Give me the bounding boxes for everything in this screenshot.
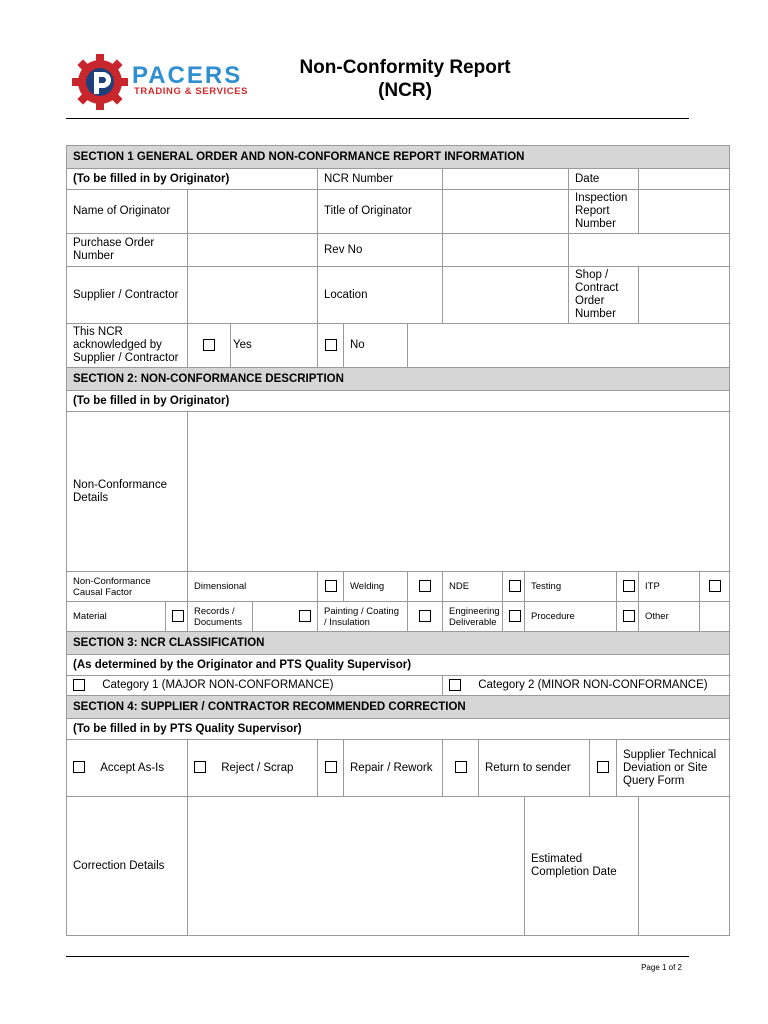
category2-option[interactable] [443,676,730,696]
cause-testing-checkbox[interactable] [617,572,639,602]
cause-engineering-checkbox[interactable] [503,602,525,632]
supplier-contractor-label: Supplier / Contractor [67,267,188,324]
cause-dimensional-label: Dimensional [188,572,318,602]
estimated-completion-field[interactable] [639,797,730,936]
ncr-number-label: NCR Number [318,169,443,190]
title-of-originator-label: Title of Originator [318,190,443,234]
cause-procedure-checkbox[interactable] [617,602,639,632]
date-label: Date [569,169,639,190]
checkbox-icon [325,580,337,592]
section3-determined-by: (As determined by the Originator and PTS Quality Supervisor) [67,655,730,676]
cause-painting-label: Painting / Coating / Insulation [318,602,408,632]
option-accept-as-is[interactable] [67,740,188,797]
cause-material-label: Material [67,602,166,632]
logo-wordmark: PACERS [132,62,243,89]
ncr-number-field[interactable] [443,169,569,190]
logo-tagline: TRADING & SERVICES [134,86,249,97]
correction-details-field[interactable] [188,797,525,936]
return-to-sender-label: Return to sender [479,740,590,797]
date-field[interactable] [639,169,730,190]
title-of-originator-field[interactable] [443,190,569,234]
cause-engineering-label: Engineering Deliverable [443,602,503,632]
checkbox-icon[interactable] [73,761,85,773]
checkbox-icon [597,761,609,773]
checkbox-icon[interactable] [449,679,461,691]
shop-contract-order-number-label: Shop / Contract Order Number [569,267,639,324]
checkbox-icon [623,610,635,622]
blank-cell [569,234,730,267]
title-line-2: (NCR) [378,80,432,101]
cause-other-label: Other [639,602,700,632]
checkbox-icon [419,580,431,592]
repair-rework-checkbox[interactable] [318,740,344,797]
section4-filled-by: (To be filled in by PTS Quality Supervisor) [67,719,730,740]
non-conformance-details-field[interactable] [188,412,730,572]
cause-itp-checkbox[interactable] [700,572,730,602]
rev-no-label: Rev No [318,234,443,267]
non-conformance-details-label: Non-Conformance Details [67,412,188,572]
shop-contract-order-number-field[interactable] [639,267,730,324]
checkbox-icon [509,610,521,622]
repair-rework-label: Repair / Rework [344,740,443,797]
section4-heading: SECTION 4: SUPPLIER / CONTRACTOR RECOMMENDED CORRECTION [67,696,730,719]
supplier-deviation-label: Supplier Technical Deviation or Site Query Form [617,740,730,797]
cause-nde-checkbox[interactable] [503,572,525,602]
name-of-originator-field[interactable] [188,190,318,234]
page-number: Page 1 of 2 [641,963,682,972]
checkbox-icon[interactable] [194,761,206,773]
company-logo [70,52,260,112]
cause-welding-checkbox[interactable] [408,572,443,602]
yes-label: Yes [231,324,318,368]
cause-records-checkbox[interactable] [253,602,318,632]
cause-painting-checkbox[interactable] [408,602,443,632]
acknowledged-label: This NCR acknowledged by Supplier / Contractor [67,324,188,368]
cause-welding-label: Welding [344,572,408,602]
title-line-1: Non-Conformity Report [299,57,511,78]
cause-procedure-label: Procedure [525,602,617,632]
cause-other-field[interactable] [700,602,730,632]
category2-label: Category 2 (MINOR NON-CONFORMANCE) [478,679,708,692]
purchase-order-number-field[interactable] [188,234,318,267]
causal-factor-label: Non-Conformance Causal Factor [67,572,188,602]
checkbox-icon [172,610,184,622]
checkbox-icon [509,580,521,592]
checkbox-icon [709,580,721,592]
checkbox-icon [203,339,215,351]
location-label: Location [318,267,443,324]
correction-details-label: Correction Details [67,797,188,936]
ncr-form [66,145,730,936]
section1-heading: SECTION 1 GENERAL ORDER AND NON-CONFORMANCE REPORT INFORMATION [67,146,730,169]
acknowledged-yes-checkbox[interactable] [188,324,231,368]
inspection-report-number-label: Inspection Report Number [569,190,639,234]
supplier-deviation-checkbox[interactable] [590,740,617,797]
page-title [250,56,560,102]
location-field[interactable] [443,267,569,324]
purchase-order-number-label: Purchase Order Number [67,234,188,267]
return-to-sender-checkbox[interactable] [443,740,479,797]
category1-option[interactable] [67,676,443,696]
gear-logo-icon [70,52,130,112]
supplier-contractor-field[interactable] [188,267,318,324]
checkbox-icon [419,610,431,622]
blank-cell [408,324,730,368]
cause-records-label: Records / Documents [188,602,253,632]
estimated-completion-label: Estimated Completion Date [525,797,639,936]
cause-dimensional-checkbox[interactable] [318,572,344,602]
section2-heading: SECTION 2: NON-CONFORMANCE DESCRIPTION [67,368,730,391]
cause-testing-label: Testing [525,572,617,602]
checkbox-icon[interactable] [73,679,85,691]
category1-label: Category 1 (MAJOR NON-CONFORMANCE) [102,679,334,692]
rev-no-field[interactable] [443,234,569,267]
accept-as-is-label: Accept As-Is [100,761,165,774]
section1-filled-by: (To be filled in by Originator) [67,169,318,190]
footer-divider [66,956,689,957]
reject-scrap-label: Reject / Scrap [221,761,294,774]
checkbox-icon [299,610,311,622]
header-divider [66,118,689,119]
name-of-originator-label: Name of Originator [67,190,188,234]
acknowledged-no-checkbox[interactable] [318,324,344,368]
option-reject-scrap[interactable] [188,740,318,797]
no-label: No [344,324,408,368]
checkbox-icon [455,761,467,773]
inspection-report-number-field[interactable] [639,190,730,234]
section3-heading: SECTION 3: NCR CLASSIFICATION [67,632,730,655]
checkbox-icon [325,339,337,351]
cause-material-checkbox[interactable] [166,602,188,632]
checkbox-icon [325,761,337,773]
checkbox-icon [623,580,635,592]
cause-nde-label: NDE [443,572,503,602]
cause-itp-label: ITP [639,572,700,602]
section2-filled-by: (To be filled in by Originator) [67,391,730,412]
